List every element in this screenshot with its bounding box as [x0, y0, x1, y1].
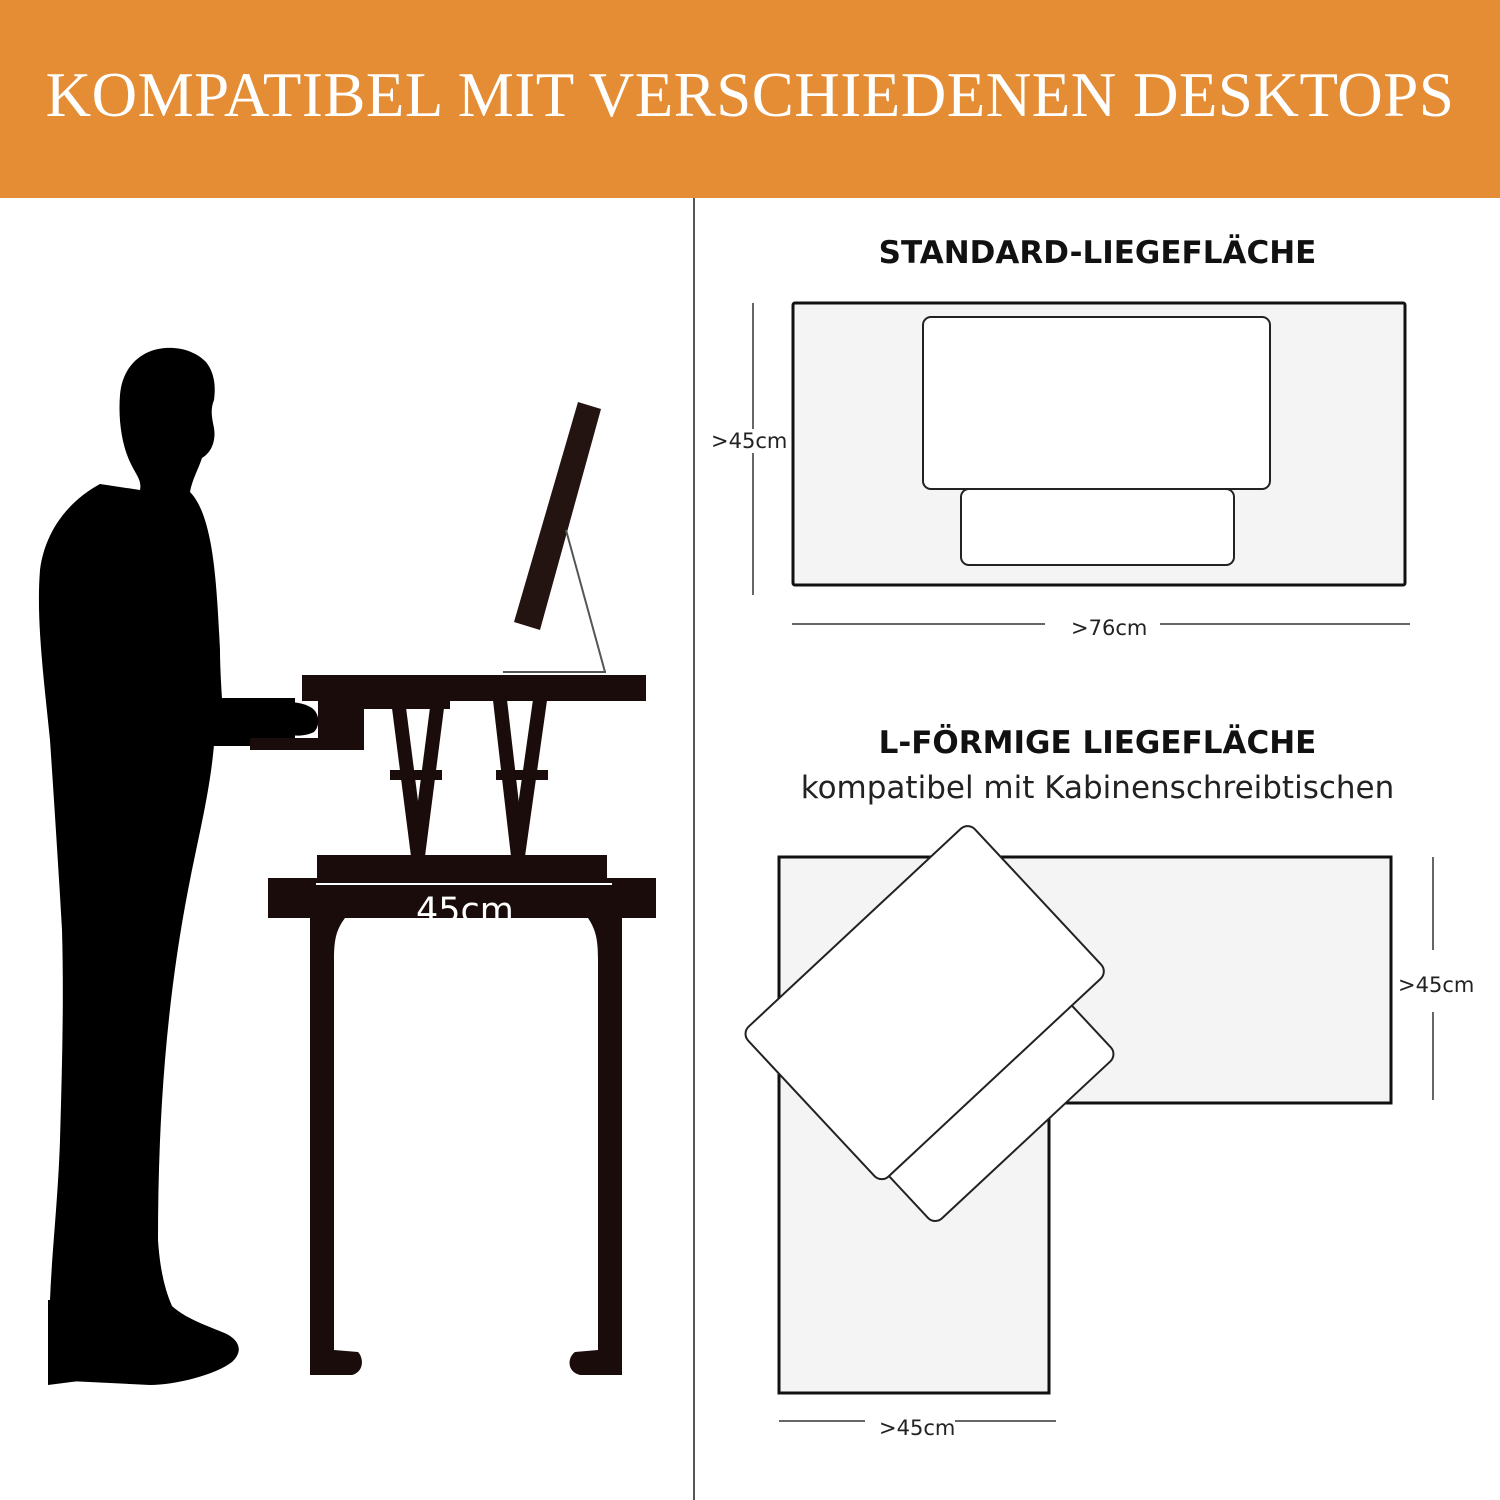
- person-hand: [276, 702, 318, 735]
- standard-depth-label: >45cm: [711, 429, 788, 453]
- header-banner: [0, 0, 1500, 198]
- desktop-diagrams: [695, 198, 1500, 1500]
- riser-base: [317, 855, 607, 879]
- standing-desk-illustration: [0, 198, 693, 1500]
- standard-heading: STANDARD-LIEGEFLÄCHE: [878, 235, 1317, 271]
- standard-width-label: >76cm: [1071, 616, 1148, 640]
- standard-desk: [793, 303, 1405, 585]
- l-shaped-desk: [741, 822, 1391, 1393]
- lshape-heading: L-FÖRMIGE LIEGEFLÄCHE: [878, 725, 1317, 761]
- lshape-depth-label-right: >45cm: [1398, 973, 1475, 997]
- lshape-subheading: kompatibel mit Kabinenschreibtischen: [800, 770, 1395, 806]
- banner-title: KOMPATIBEL MIT VERSCHIEDENEN DESKTOPS: [45, 59, 1455, 130]
- base-desk: [268, 878, 656, 1375]
- desk-shapes: [695, 198, 1500, 1500]
- person-silhouette: [39, 348, 246, 1385]
- lshape-depth-label-bottom: >45cm: [879, 1416, 956, 1440]
- standing-desk-scene: [0, 198, 693, 1500]
- monitor: [503, 402, 606, 672]
- desk-depth-label: 45cm: [416, 891, 514, 931]
